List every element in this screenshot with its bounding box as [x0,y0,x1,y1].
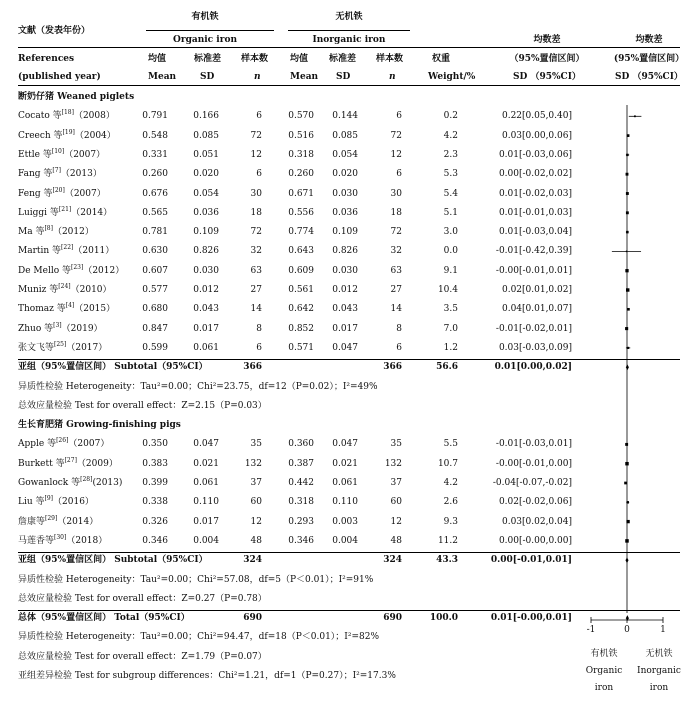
organic-n: 72 [250,130,262,141]
inorganic-mean: 0.609 [288,265,314,276]
header-weight-cn: 权重 [432,54,451,64]
organic-n: 27 [250,285,262,295]
inorganic-mean: 0.387 [288,458,314,469]
organic-n: 6 [256,342,262,353]
point-estimate [626,501,628,503]
study-name: Thomaz 等[4]（2015） [18,302,116,315]
inorganic-sd: 0.110 [332,497,358,508]
favours-organic-en: Organic [585,666,623,676]
organic-sd: 0.017 [193,516,219,527]
total-overall-effect-text: 总效应量检验 Test for overall effect：Z=1.79（P=0.07） [18,651,267,662]
header-mean-cn: 均值 [290,54,309,64]
inorganic-n: 72 [390,130,402,141]
inorganic-mean: 0.642 [288,304,314,315]
header-mean-en: Mean [148,72,177,82]
inorganic-n: 72 [390,227,402,238]
weight: 3.0 [443,227,458,238]
md-ci: 0.04[0.01,0.07] [501,304,572,315]
subtotal-rule [18,552,680,553]
inorganic-mean: 0.774 [288,227,314,238]
study-name: Muniz 等[24]（2010） [18,283,112,295]
organic-sd: 0.047 [193,439,219,450]
point-estimate [624,482,627,485]
weight: 9.3 [443,516,458,527]
inorganic-sd: 0.144 [332,111,358,122]
subtotal-md-ci: 0.00[-0.01,0.01] [490,555,572,566]
organic-sd: 0.043 [193,304,219,315]
point-estimate [627,134,630,137]
weight: 5.1 [443,207,458,218]
inorganic-n: 6 [396,111,402,122]
subtotal-weight: 56.6 [436,362,458,373]
organic-mean: 0.607 [142,265,168,276]
subtotal-weight: 43.3 [436,555,458,566]
organic-n: 35 [250,439,262,450]
study-name: Ettle 等[10]（2007） [18,147,106,160]
header-organic-en: Organic iron [173,35,237,45]
inorganic-mean: 0.360 [288,439,314,450]
md-ci: 0.03[-0.03,0.09] [498,342,572,353]
header-bottom-rule [18,85,680,86]
inorganic-sd: 0.054 [332,149,358,160]
inorganic-sd: 0.020 [332,169,358,180]
md-ci: -0.00[-0.01,0.01] [495,265,572,276]
weight: 0.2 [443,111,458,122]
organic-mean: 0.599 [142,342,168,353]
subtotal-organic-n: 366 [243,362,262,373]
favours-inorganic-en2: iron [649,683,669,693]
inorganic-sd: 0.036 [332,207,358,218]
organic-n: 37 [250,478,262,488]
organic-n: 14 [250,304,262,315]
inorganic-mean: 0.852 [288,323,314,334]
x-axis-tick-label: 0 [624,625,630,635]
point-estimate [626,231,629,234]
study-name: Gowanlock 等[28](2013) [18,476,123,488]
inorganic-sd: 0.047 [332,342,358,353]
weight: 9.1 [443,265,458,276]
inorganic-sd: 0.017 [332,323,358,334]
md-ci: 0.03[0.02,0.04] [501,516,572,527]
total-inorganic-n: 690 [383,613,402,624]
heterogeneity-text: 异质性检验 Heterogeneity：Tau²=0.00；Chi²=23.75，df=12（P=0.02）；I²=49% [18,381,378,392]
organic-mean: 0.680 [142,304,168,315]
point-estimate [627,347,629,349]
inorganic-mean: 0.346 [288,535,314,546]
header-sd-en: SD [336,72,351,82]
weight: 10.4 [437,285,458,295]
point-estimate [625,327,628,330]
inorganic-sd: 0.021 [332,458,358,469]
point-estimate [626,192,629,195]
organic-sd: 0.061 [193,478,219,488]
weight: 4.2 [443,130,458,141]
inorganic-n: 8 [396,323,402,334]
total-rule [18,610,680,611]
organic-n: 48 [250,535,262,546]
organic-mean: 0.791 [142,111,168,122]
inorganic-n: 12 [390,516,402,527]
subtotal-organic-n: 324 [243,555,262,566]
organic-n: 12 [250,149,262,160]
point-estimate [625,269,628,272]
subgroup-difference-text: 亚组差异检验 Test for subgroup differences：Chi²=1.21，df=1（P=0.27）；I²=17.3% [18,671,396,681]
organic-sd: 0.054 [193,188,219,199]
inorganic-sd: 0.061 [332,478,358,488]
weight: 7.0 [443,323,458,334]
organic-mean: 0.577 [142,285,168,295]
subtotal-inorganic-n: 366 [383,362,402,373]
organic-sd: 0.109 [193,227,219,238]
overall-effect-text: 总效应量检验 Test for overall effect：Z=2.15（P=0.03） [18,400,267,411]
inorganic-mean: 0.516 [288,130,314,141]
header-organic-rule [146,30,274,31]
header-ci-cn2: (95%置信区间） [613,54,685,64]
weight: 5.3 [443,169,458,180]
header-md-ci-en2: SD （95%CI） [615,72,683,82]
x-axis-tick-label: 1 [660,625,666,635]
study-name: 张文飞等[25]（2017） [18,340,108,353]
inorganic-n: 63 [390,265,402,276]
header-top-rule [18,47,680,48]
subtotal-diamond [626,364,629,370]
organic-n: 8 [256,323,262,334]
total-md-ci: 0.01[-0.00,0.01] [490,613,572,624]
organic-mean: 0.847 [142,323,168,334]
study-name: Fang 等[7]（2013） [18,167,102,180]
favours-inorganic-en: Inorganic [637,666,681,676]
header-n-cn: 样本数 [241,54,269,64]
subtotal-rule [18,359,680,360]
header-weight-en: Weight/% [428,72,476,82]
study-name: Liu 等[9]（2016） [18,495,94,508]
header-n-en: n [389,72,396,82]
md-ci: 0.02[-0.02,0.06] [498,497,572,508]
header-sd-en: SD [200,72,215,82]
weight: 11.2 [437,535,458,546]
subtotal-inorganic-n: 324 [383,555,402,566]
organic-mean: 0.548 [142,130,168,141]
inorganic-n: 12 [390,149,402,160]
inorganic-n: 14 [390,304,402,315]
md-ci: 0.03[0.00,0.06] [501,130,572,141]
subtotal-label: 亚组（95%置信区间） Subtotal（95%CI） [18,362,208,373]
study-name: De Mello 等[23]（2012） [18,263,125,276]
point-estimate [626,288,629,291]
header-ci-cn: （95%置信区间） [509,54,585,64]
total-label: 总体（95%置信区间） Total（95%CI） [18,613,190,624]
inorganic-mean: 0.561 [288,285,314,295]
weight: 10.7 [437,458,458,469]
organic-mean: 0.260 [142,169,168,180]
organic-mean: 0.565 [142,207,168,218]
header-inorganic-rule [288,30,410,31]
inorganic-n: 32 [390,246,402,257]
study-name: Feng 等[20]（2007） [18,186,106,199]
organic-mean: 0.350 [142,439,168,450]
point-estimate [634,115,636,117]
header-published-year: (published year) [18,72,101,82]
study-name: Creech 等[19]（2004） [18,128,116,141]
organic-sd: 0.051 [193,149,219,160]
md-ci: -0.01[-0.03,0.01] [495,439,572,450]
study-name: Ma 等[8]（2012） [18,225,94,238]
header-references: References [18,54,75,64]
point-estimate [626,520,629,523]
organic-n: 60 [250,497,262,508]
md-ci: 0.01[-0.03,0.06] [498,149,572,160]
point-estimate [626,154,628,156]
organic-sd: 0.061 [193,342,219,353]
favours-organic-cn: 有机铁 [590,649,618,659]
header-md-ci-en: SD （95%CI） [513,72,581,82]
study-name: Zhuo 等[3]（2019） [18,321,103,334]
organic-n: 6 [256,169,262,180]
organic-n: 6 [256,111,262,122]
header-literature: 文献（发表年份） [18,26,91,36]
header-sd-cn: 标准差 [329,54,357,64]
inorganic-mean: 0.318 [288,497,314,508]
point-estimate [626,251,628,253]
inorganic-sd: 0.826 [332,246,358,257]
weight: 5.4 [443,188,458,199]
organic-mean: 0.630 [142,246,168,257]
weight: 3.5 [443,304,458,315]
inorganic-mean: 0.643 [288,246,314,257]
subtotal-label: 亚组（95%置信区间） Subtotal（95%CI） [18,555,208,566]
organic-sd: 0.012 [193,285,219,295]
organic-mean: 0.399 [142,478,168,488]
inorganic-n: 27 [390,285,402,295]
weight: 2.6 [443,497,458,508]
organic-sd: 0.021 [193,458,219,469]
subtotal-diamond [626,557,629,563]
inorganic-sd: 0.109 [332,227,358,238]
organic-mean: 0.781 [142,227,168,238]
study-name: Luiggi 等[21]（2014） [18,205,113,218]
inorganic-mean: 0.556 [288,207,314,218]
md-ci: -0.01[-0.42,0.39] [495,246,572,257]
favours-inorganic-cn: 无机铁 [645,649,673,659]
organic-sd: 0.826 [193,246,219,257]
study-name: 詹康等[29]（2014） [18,514,99,527]
md-ci: 0.22[0.05,0.40] [501,111,572,122]
study-name: Apple 等[26]（2007） [18,437,110,450]
organic-mean: 0.346 [142,535,168,546]
inorganic-n: 60 [390,497,402,508]
organic-mean: 0.331 [142,149,168,160]
md-ci: 0.00[-0.02,0.02] [498,169,572,180]
inorganic-sd: 0.012 [332,285,358,295]
overall-effect-text: 总效应量检验 Test for overall effect：Z=0.27（P=0.78） [18,593,267,604]
header-inorganic-en: Inorganic iron [312,35,386,45]
subgroup-title: 断奶仔猪 Weaned piglets [18,92,135,102]
point-estimate [626,173,629,176]
organic-sd: 0.004 [193,535,219,546]
organic-n: 18 [250,207,262,218]
inorganic-sd: 0.085 [332,130,358,141]
inorganic-sd: 0.004 [332,535,358,546]
md-ci: -0.04[-0.07,-0.02] [492,478,572,488]
md-ci: 0.01[-0.01,0.03] [498,207,572,218]
header-n-en: n [254,72,261,82]
organic-n: 30 [250,188,262,199]
inorganic-sd: 0.047 [332,439,358,450]
organic-n: 132 [244,458,262,469]
inorganic-n: 48 [390,535,402,546]
inorganic-n: 35 [390,439,402,450]
inorganic-mean: 0.671 [288,188,314,199]
inorganic-sd: 0.043 [332,304,358,315]
md-ci: 0.00[-0.00,0.00] [498,535,572,546]
inorganic-n: 37 [390,478,402,488]
md-ci: -0.01[-0.02,0.01] [495,323,572,334]
weight: 2.3 [443,149,458,160]
organic-sd: 0.030 [193,265,219,276]
inorganic-mean: 0.318 [288,149,314,160]
organic-sd: 0.085 [193,130,219,141]
study-name: 马莲香等[30]（2018） [18,533,108,546]
organic-n: 12 [250,516,262,527]
organic-sd: 0.020 [193,169,219,180]
header-mean-en: Mean [290,72,319,82]
favours-organic-en2: iron [594,683,614,693]
organic-sd: 0.166 [193,111,219,122]
header-organic-cn: 有机铁 [191,12,219,22]
organic-mean: 0.383 [142,458,168,469]
x-axis-tick-label: -1 [586,625,596,635]
point-estimate [627,308,630,311]
inorganic-sd: 0.030 [332,188,358,199]
inorganic-mean: 0.570 [288,111,314,122]
md-ci: 0.01[-0.03,0.04] [498,227,572,238]
study-name: Cocato 等[18]（2008） [18,109,115,122]
study-name: Burkett 等[27]（2009） [18,456,118,469]
point-estimate [625,443,628,446]
header-inorganic-cn: 无机铁 [335,12,363,22]
point-estimate [626,211,629,214]
total-weight: 100.0 [429,613,458,624]
point-estimate [625,462,628,465]
md-ci: 0.01[-0.02,0.03] [498,188,572,199]
organic-mean: 0.338 [142,497,168,508]
header-md-cn2: 均数差 [635,35,663,45]
organic-sd: 0.017 [193,323,219,334]
inorganic-mean: 0.293 [288,516,314,527]
organic-sd: 0.110 [193,497,219,508]
inorganic-n: 6 [396,342,402,353]
weight: 5.5 [443,439,458,450]
weight: 1.2 [443,342,458,353]
inorganic-sd: 0.003 [332,516,358,527]
organic-mean: 0.326 [142,516,168,527]
header-mean-cn: 均值 [148,54,167,64]
organic-n: 72 [250,227,262,238]
inorganic-n: 6 [396,169,402,180]
subtotal-md-ci: 0.01[0.00,0.02] [494,362,572,373]
weight: 0.0 [443,246,458,257]
inorganic-mean: 0.442 [288,478,314,488]
heterogeneity-text: 异质性检验 Heterogeneity：Tau²=0.00；Chi²=57.08，df=5（P＜0.01）；I²=91% [18,574,374,585]
weight: 4.2 [443,478,458,488]
md-ci: 0.02[0.01,0.02] [501,285,572,295]
inorganic-n: 132 [384,458,402,469]
inorganic-mean: 0.260 [288,169,314,180]
point-estimate [625,539,629,543]
organic-sd: 0.036 [193,207,219,218]
study-name: Martin 等[22]（2011） [18,244,115,257]
organic-n: 63 [250,265,262,276]
subgroup-title: 生长育肥猪 Growing-finishing pigs [18,420,181,431]
organic-mean: 0.676 [142,188,168,199]
total-heterogeneity-text: 异质性检验 Heterogeneity：Tau²=0.00；Chi²=94.47，df=18（P＜0.01）；I²=82% [18,632,380,643]
organic-n: 32 [250,246,262,257]
total-organic-n: 690 [243,613,262,624]
inorganic-n: 30 [390,188,402,199]
inorganic-n: 18 [390,207,402,218]
header-md-cn: 均数差 [533,35,561,45]
inorganic-sd: 0.030 [332,265,358,276]
header-n-cn: 样本数 [376,54,404,64]
md-ci: -0.00[-0.01,0.00] [495,458,572,469]
header-sd-cn: 标准差 [194,54,222,64]
inorganic-mean: 0.571 [288,342,314,353]
